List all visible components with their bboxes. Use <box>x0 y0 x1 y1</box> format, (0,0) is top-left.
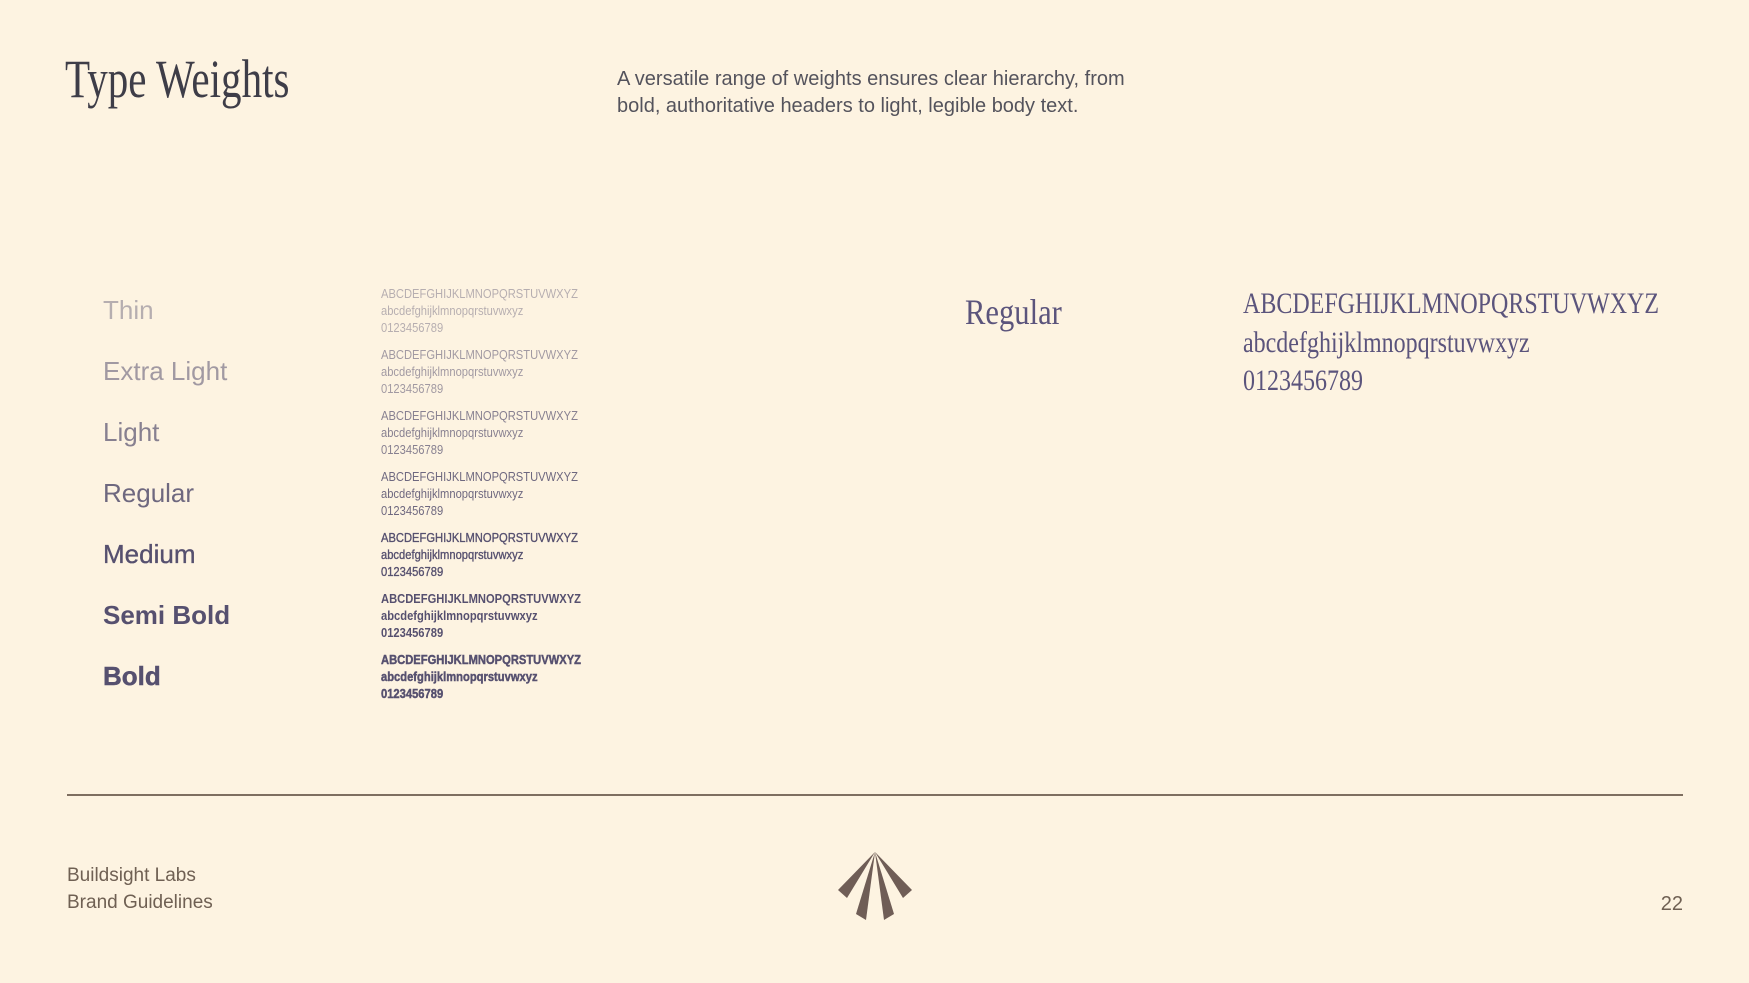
specimen-digits: 0123456789 <box>381 686 444 701</box>
weight-label: Extra Light <box>103 356 228 386</box>
serif-specimen <box>1243 285 1659 401</box>
weight-label: Semi Bold <box>103 600 231 630</box>
page-title: Type Weights <box>65 49 290 109</box>
specimen-digits: 0123456789 <box>381 442 444 457</box>
specimen-lowercase: abcdefghijklmnopqrstuvwxyz <box>381 608 538 623</box>
weight-label: Thin <box>103 295 154 325</box>
specimen-digits: 0123456789 <box>381 564 444 579</box>
weight-label: Light <box>103 417 160 447</box>
weight-specimen <box>381 651 581 702</box>
specimen-digits: 0123456789 <box>1243 364 1363 397</box>
specimen-digits: 0123456789 <box>381 320 444 335</box>
weights-table <box>103 280 614 707</box>
weight-label: Bold <box>103 661 161 691</box>
page-description: A versatile range of weights ensures clear hierarchy, from bold, authoritative headers to light, legible body text. <box>617 68 1125 117</box>
weight-specimen <box>381 346 578 397</box>
weight-specimen <box>381 285 578 336</box>
weight-row-thin <box>103 280 614 341</box>
weight-specimen <box>381 468 578 519</box>
serif-weight-label: Regular <box>965 292 1062 332</box>
specimen-lowercase: abcdefghijklmnopqrstuvwxyz <box>381 364 524 379</box>
weight-row-semi-bold <box>103 585 614 646</box>
footer-divider <box>67 794 1683 796</box>
specimen-lowercase: abcdefghijklmnopqrstuvwxyz <box>381 425 524 440</box>
specimen-lowercase: abcdefghijklmnopqrstuvwxyz <box>381 486 524 501</box>
specimen-lowercase: abcdefghijklmnopqrstuvwxyz <box>381 547 524 562</box>
specimen-uppercase: ABCDEFGHIJKLMNOPQRSTUVWXYZ <box>381 652 582 667</box>
serif-sample-block <box>965 285 1749 401</box>
specimen-lowercase: abcdefghijklmnopqrstuvwxyz <box>381 669 538 684</box>
weight-specimen <box>381 407 578 458</box>
specimen-lowercase: abcdefghijklmnopqrstuvwxyz <box>1243 325 1530 359</box>
footer-document: Brand Guidelines <box>67 892 213 913</box>
weight-label: Regular <box>103 478 195 508</box>
footer-text <box>67 862 213 916</box>
weight-row-bold <box>103 646 614 707</box>
specimen-digits: 0123456789 <box>381 503 444 518</box>
specimen-uppercase: ABCDEFGHIJKLMNOPQRSTUVWXYZ <box>381 286 578 301</box>
specimen-digits: 0123456789 <box>381 381 444 396</box>
weight-specimen <box>381 529 578 580</box>
specimen-uppercase: ABCDEFGHIJKLMNOPQRSTUVWXYZ <box>381 408 578 423</box>
weight-row-extra-light <box>103 341 614 402</box>
specimen-lowercase: abcdefghijklmnopqrstuvwxyz <box>381 303 524 318</box>
specimen-uppercase: ABCDEFGHIJKLMNOPQRSTUVWXYZ <box>381 530 578 545</box>
weight-specimen <box>381 590 581 641</box>
weight-row-medium <box>103 524 614 585</box>
weight-row-light <box>103 402 614 463</box>
specimen-uppercase: ABCDEFGHIJKLMNOPQRSTUVWXYZ <box>1243 287 1660 320</box>
footer-company: Buildsight Labs <box>67 865 196 886</box>
page-number: 22 <box>1660 893 1683 915</box>
specimen-uppercase: ABCDEFGHIJKLMNOPQRSTUVWXYZ <box>381 591 582 606</box>
buildsight-rays-logo-icon <box>837 852 913 924</box>
weight-label: Medium <box>103 539 196 569</box>
weight-row-regular <box>103 463 614 524</box>
specimen-uppercase: ABCDEFGHIJKLMNOPQRSTUVWXYZ <box>381 347 578 362</box>
specimen-digits: 0123456789 <box>381 625 444 640</box>
specimen-uppercase: ABCDEFGHIJKLMNOPQRSTUVWXYZ <box>381 469 578 484</box>
